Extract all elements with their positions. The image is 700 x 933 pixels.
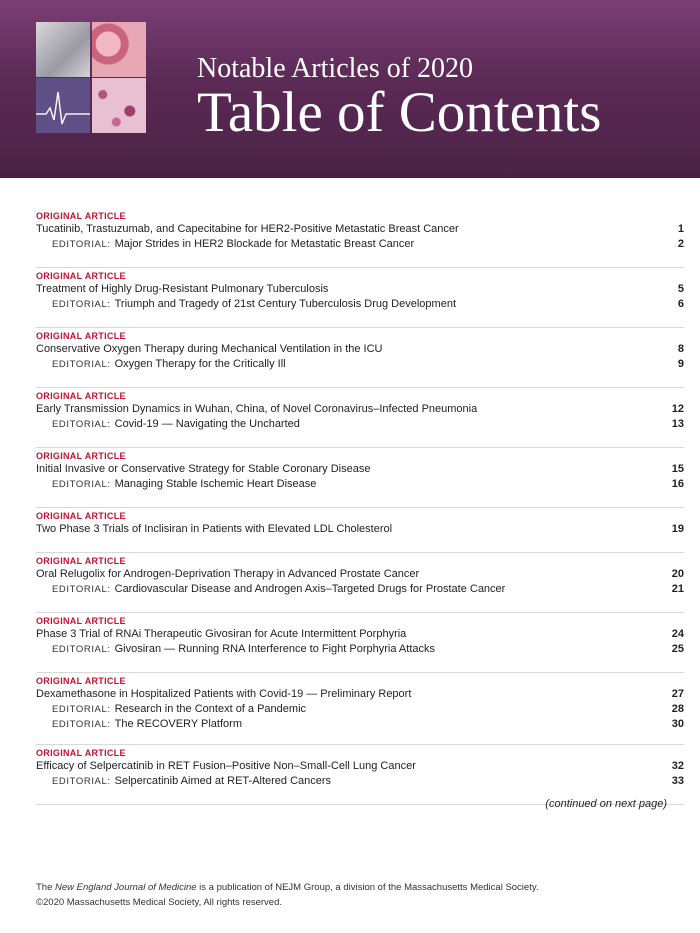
article-row[interactable] [36,522,684,537]
copyright-line: ©2020 Massachusetts Medical Society, All rights reserved. [36,897,283,908]
page-number: 33 [671,774,684,787]
article-type-label: ORIGINAL ARTICLE [36,391,126,401]
article-title: Treatment of Highly Drug-Resistant Pulmonary Tuberculosis [36,283,329,295]
page-number: 19 [671,523,684,535]
table-of-contents [36,208,684,805]
toc-entry [36,448,684,508]
editorial-title: Major Strides in HER2 Blockade for Metastatic Breast Cancer [114,237,415,250]
toc-entry [36,553,684,613]
editorial-row[interactable] [36,702,684,718]
footer [36,880,539,910]
editorial-row[interactable] [36,477,684,493]
article-row[interactable] [36,282,684,297]
editorial-label: EDITORIAL: [52,643,111,655]
toc-entry [36,208,684,268]
page-number: 28 [671,702,684,715]
editorial-label: EDITORIAL: [52,358,111,370]
page-number: 13 [671,417,684,430]
editorial-label: EDITORIAL: [52,775,111,787]
page-number: 15 [671,463,684,475]
article-type-label: ORIGINAL ARTICLE [36,556,126,566]
editorial-title: The RECOVERY Platform [114,718,242,730]
toc-entry [36,508,684,553]
article-title: Oral Relugolix for Androgen-Deprivation Therapy in Advanced Prostate Cancer [36,568,420,580]
article-type-label: ORIGINAL ARTICLE [36,211,126,221]
editorial-label: EDITORIAL: [52,418,111,430]
collage-tile-histology [92,78,146,133]
page-number: 25 [671,642,684,655]
editorial-row[interactable] [36,237,684,253]
article-title: Early Transmission Dynamics in Wuhan, China, of Novel Coronavirus–Infected Pneumonia [36,403,478,415]
article-row[interactable] [36,402,684,417]
journal-name: New England Journal of Medicine [55,882,197,893]
footer-text: is a publication of NEJM Group, a division of the Massachusetts Medical Society. [196,882,539,893]
page-number: 24 [671,628,684,640]
editorial-row[interactable] [36,582,684,598]
editorial-title: Oxygen Therapy for the Critically Ill [114,357,286,370]
page-number: 12 [671,403,684,415]
article-row[interactable] [36,342,684,357]
editorial-title: Cardiovascular Disease and Androgen Axis–Targeted Drugs for Prostate Cancer [114,582,506,595]
collage-tile-tissue [92,22,146,77]
editorial-label: EDITORIAL: [52,583,111,595]
header-banner [0,0,700,178]
article-type-label: ORIGINAL ARTICLE [36,331,126,341]
page-number: 21 [671,582,684,595]
article-type-label: ORIGINAL ARTICLE [36,511,126,521]
editorial-label: EDITORIAL: [52,478,111,490]
page-number: 16 [671,477,684,490]
article-title: Initial Invasive or Conservative Strategy for Stable Coronary Disease [36,463,371,475]
editorial-title: Research in the Context of a Pandemic [114,702,307,715]
page-number: 32 [671,760,684,772]
editorial-row[interactable] [36,417,684,433]
article-row[interactable] [36,567,684,582]
article-type-label: ORIGINAL ARTICLE [36,676,126,686]
editorial-row[interactable] [36,357,684,373]
page-number: 20 [671,568,684,580]
article-title: Tucatinib, Trastuzumab, and Capecitabine for HER2-Positive Metastatic Breast Cancer [36,223,459,235]
page-number: 5 [677,283,684,295]
toc-entry [36,673,684,745]
article-type-label: ORIGINAL ARTICLE [36,748,126,758]
toc-entry [36,268,684,328]
page-number: 6 [677,297,684,310]
article-title: Efficacy of Selpercatinib in RET Fusion–Positive Non–Small-Cell Lung Cancer [36,760,416,772]
collage-tile-icu [36,22,90,77]
editorial-row[interactable] [36,717,684,733]
article-row[interactable] [36,462,684,477]
article-row[interactable] [36,627,684,642]
editorial-row[interactable] [36,642,684,658]
continued-note: (continued on next page) [545,798,667,810]
article-row[interactable] [36,687,684,702]
editorial-title: Givosiran — Running RNA Interference to Fight Porphyria Attacks [114,642,435,655]
editorial-label: EDITORIAL: [52,298,111,310]
editorial-label: EDITORIAL: [52,703,111,715]
article-title: Dexamethasone in Hospitalized Patients with Covid-19 — Preliminary Report [36,688,412,700]
article-row[interactable] [36,222,684,237]
page-number: 2 [677,237,684,250]
article-type-label: ORIGINAL ARTICLE [36,616,126,626]
editorial-row[interactable] [36,774,684,790]
editorial-label: EDITORIAL: [52,719,111,730]
page-number: 30 [671,718,684,730]
page-number: 27 [671,688,684,700]
footer-publisher-line [36,880,539,895]
editorial-row[interactable] [36,297,684,313]
cover-collage-image [36,22,146,133]
article-type-label: ORIGINAL ARTICLE [36,271,126,281]
article-title: Two Phase 3 Trials of Inclisiran in Patients with Elevated LDL Cholesterol [36,523,393,535]
header-subtitle: Notable Articles of 2020 [197,53,474,84]
toc-entry [36,388,684,448]
article-row[interactable] [36,759,684,774]
article-title: Conservative Oxygen Therapy during Mechanical Ventilation in the ICU [36,343,383,355]
editorial-title: Triumph and Tragedy of 21st Century Tuberculosis Drug Development [114,297,456,310]
collage-tile-ecg [36,78,90,133]
page-number: 1 [677,223,684,235]
editorial-label: EDITORIAL: [52,238,111,250]
article-title: Phase 3 Trial of RNAi Therapeutic Givosiran for Acute Intermittent Porphyria [36,628,407,640]
page-number: 9 [677,357,684,370]
editorial-title: Selpercatinib Aimed at RET-Altered Cancers [114,774,332,787]
editorial-title: Covid-19 — Navigating the Uncharted [114,417,300,430]
page-number: 8 [677,343,684,355]
toc-entry [36,328,684,388]
editorial-title: Managing Stable Ischemic Heart Disease [114,477,317,490]
footer-text: The [36,882,56,893]
toc-entry [36,745,684,805]
page-title: Table of Contents [197,81,602,144]
article-type-label: ORIGINAL ARTICLE [36,451,126,461]
toc-entry [36,613,684,673]
